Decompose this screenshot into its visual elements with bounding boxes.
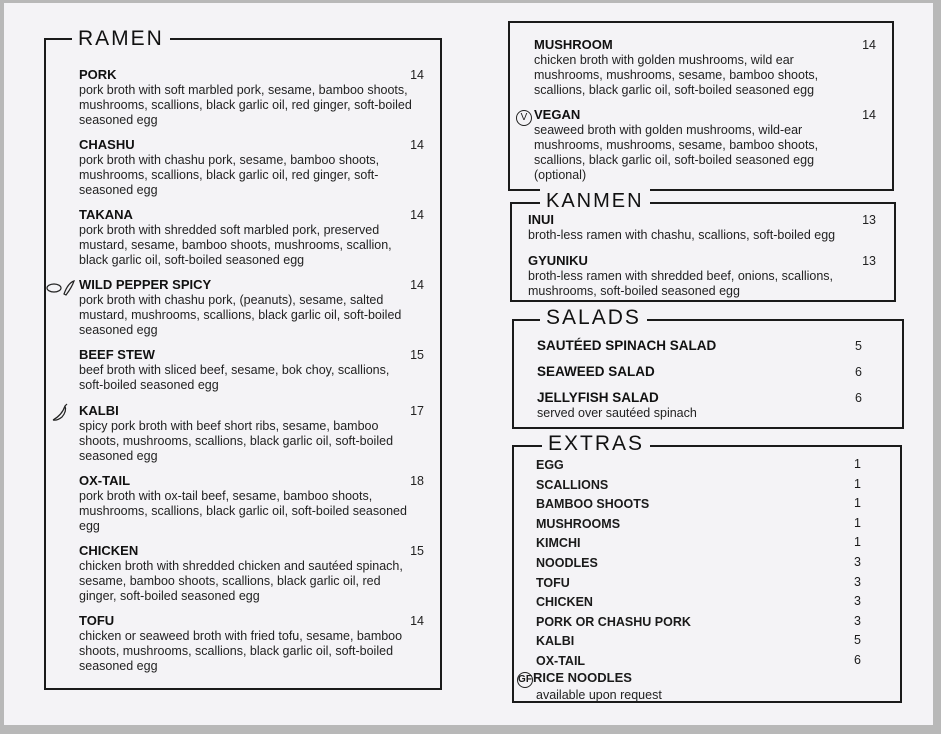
- menu-item: [79, 347, 424, 393]
- chili-pepper-icon: [50, 401, 70, 426]
- extras-rice-noodles: [517, 670, 897, 703]
- menu-item: [537, 364, 862, 380]
- extras-item-name: SCALLIONS: [536, 477, 609, 492]
- rice-noodles-name: RICE NOODLES: [533, 670, 632, 685]
- extras-item-name: CHICKEN: [536, 595, 593, 610]
- extras-item-price: 5: [854, 633, 861, 648]
- item-price: 14: [410, 68, 424, 82]
- item-description: beef broth with sliced beef, sesame, bok choy, scallions, soft-boiled seasoned egg: [79, 363, 390, 392]
- extras-item: [536, 633, 861, 648]
- extras-title: EXTRAS: [542, 432, 650, 456]
- extras-item-name: KALBI: [536, 634, 575, 649]
- vegan-icon: [516, 107, 532, 126]
- item-name: PORK: [79, 67, 117, 82]
- menu-item: [528, 253, 876, 299]
- menu-item: [79, 473, 424, 534]
- item-name: BEEF STEW: [79, 347, 155, 362]
- extras-item: [536, 457, 861, 472]
- item-name: WILD PEPPER SPICY: [79, 277, 212, 292]
- menu-item: [534, 37, 876, 98]
- item-description: chicken or seaweed broth with fried tofu, sesame, bamboo shoots, mushrooms, scallions, black garlic oil, soft-boiled seasoned egg: [79, 629, 403, 673]
- menu-item: [79, 277, 424, 338]
- menu-item: [79, 543, 424, 604]
- extras-item-name: MUSHROOMS: [536, 516, 621, 531]
- item-price: 13: [862, 213, 876, 227]
- item-name: SEAWEED SALAD: [537, 364, 655, 379]
- menu-item: [79, 613, 424, 674]
- item-description: pork broth with chashu pork, (peanuts), sesame, salted mustard, mushrooms, scallions, black garlic oil, soft-boiled seasoned egg: [79, 293, 402, 337]
- extras-item: [536, 653, 861, 668]
- item-name: SAUTÉED SPINACH SALAD: [537, 338, 717, 353]
- item-price: 14: [862, 38, 876, 52]
- item-name: VEGAN: [534, 107, 581, 122]
- item-name: TAKANA: [79, 207, 133, 222]
- item-price: 14: [410, 208, 424, 222]
- item-price: 5: [855, 339, 862, 353]
- item-description: pork broth with soft marbled pork, sesame, bamboo shoots, mushrooms, scallions, black garlic oil, red ginger, soft-boiled seasoned egg: [79, 83, 412, 127]
- menu-item: [79, 67, 424, 128]
- item-price: 14: [410, 278, 424, 292]
- menu-item: [537, 390, 862, 421]
- item-name: JELLYFISH SALAD: [537, 390, 659, 405]
- item-description: pork broth with ox-tail beef, sesame, bamboo shoots, mushrooms, scallions, black garlic oil, soft-boiled seasoned egg: [79, 489, 407, 533]
- menu-item: [534, 107, 876, 183]
- item-name: GYUNIKU: [528, 253, 588, 268]
- item-price: 14: [410, 138, 424, 152]
- extras-item: [536, 614, 861, 629]
- item-description: seaweed broth with golden mushrooms, wild-ear mushrooms, mushrooms, sesame, bamboo shoots, scallions, black garlic oil, soft-boiled seasoned egg (optional): [534, 123, 819, 182]
- item-name: CHASHU: [79, 137, 135, 152]
- item-description: pork broth with chashu pork, sesame, bamboo shoots, mushrooms, scallions, black garlic oil, red ginger, soft-seasoned egg: [79, 153, 380, 197]
- extras-item: [536, 594, 861, 609]
- item-description: chicken broth with golden mushrooms, wild ear mushrooms, mushrooms, sesame, bamboo shoots, scallions, black garlic oil, soft-boiled seasoned egg: [534, 53, 819, 97]
- menu-item: [79, 137, 424, 198]
- extras-item: [536, 575, 861, 590]
- item-description: chicken broth with shredded chicken and sautéed spinach, sesame, bamboo shoots, scallions, black garlic oil, red ginger, soft-boiled seasoned egg: [79, 559, 403, 603]
- item-name: CHICKEN: [79, 543, 139, 558]
- extras-item-price: 1: [854, 457, 861, 471]
- menu-page: [4, 3, 933, 725]
- item-name: INUI: [528, 212, 554, 227]
- extras-item-name: BAMBOO SHOOTS: [536, 497, 650, 512]
- item-description: spicy pork broth with beef short ribs, sesame, bamboo shoots, mushrooms, scallions, black garlic oil, soft-boiled seasoned egg: [79, 419, 394, 463]
- item-name: MUSHROOM: [534, 37, 613, 52]
- menu-item: [537, 338, 862, 354]
- ramen-title: RAMEN: [72, 27, 170, 51]
- extras-item-price: 3: [854, 555, 861, 569]
- extras-item-price: 1: [854, 496, 861, 511]
- kanmen-title: KANMEN: [540, 189, 650, 213]
- menu-item: [79, 403, 424, 464]
- extras-item-price: 1: [854, 535, 861, 550]
- item-price: 18: [410, 474, 424, 488]
- vegan-badge: V: [516, 110, 532, 126]
- item-price: 14: [410, 614, 424, 628]
- item-price: 15: [410, 544, 424, 558]
- extras-item: [536, 496, 861, 511]
- item-description: served over sautéed spinach: [537, 406, 697, 420]
- extras-item: [536, 555, 861, 570]
- extras-item: [536, 477, 861, 492]
- item-name: KALBI: [79, 403, 119, 418]
- rice-noodles-desc: available upon request: [536, 688, 662, 702]
- extras-item-name: TOFU: [536, 575, 570, 590]
- item-price: 14: [862, 108, 876, 122]
- item-price: 6: [855, 365, 862, 379]
- extras-item: [536, 516, 861, 531]
- item-price: 13: [862, 254, 876, 268]
- extras-item: [536, 535, 861, 550]
- salads-title: SALADS: [540, 306, 647, 330]
- extras-item-price: 3: [854, 613, 861, 628]
- extras-item-name: NOODLES: [536, 556, 598, 570]
- item-name: OX-TAIL: [79, 473, 131, 488]
- gluten-free-icon: GF: [517, 672, 533, 688]
- item-price: 6: [855, 391, 862, 405]
- item-description: pork broth with shredded soft marbled pork, preserved mustard, sesame, bamboo shoots, mushrooms, scallion, black garlic oil, soft-boiled seasoned egg: [79, 223, 392, 267]
- menu-item: [528, 212, 876, 243]
- item-price: 17: [410, 404, 424, 418]
- extras-item-price: 3: [854, 594, 861, 609]
- extras-item-name: PORK OR CHASHU PORK: [536, 614, 691, 629]
- extras-item-price: 1: [854, 515, 861, 530]
- extras-item-name: EGG: [536, 458, 564, 472]
- extras-item-price: 6: [854, 653, 861, 667]
- item-description: broth-less ramen with chashu, scallions, soft-boiled egg: [528, 228, 836, 242]
- item-name: TOFU: [79, 613, 115, 628]
- extras-item-price: 3: [854, 574, 861, 589]
- item-price: 15: [410, 348, 424, 362]
- peanut-pepper-icon: [46, 279, 76, 300]
- extras-item-name: OX-TAIL: [536, 654, 586, 668]
- extras-item-name: KIMCHI: [536, 536, 581, 551]
- menu-item: [79, 207, 424, 268]
- item-description: broth-less ramen with shredded beef, onions, scallions, mushrooms, soft-boiled seasoned egg: [528, 269, 834, 298]
- extras-item-price: 1: [854, 476, 861, 491]
